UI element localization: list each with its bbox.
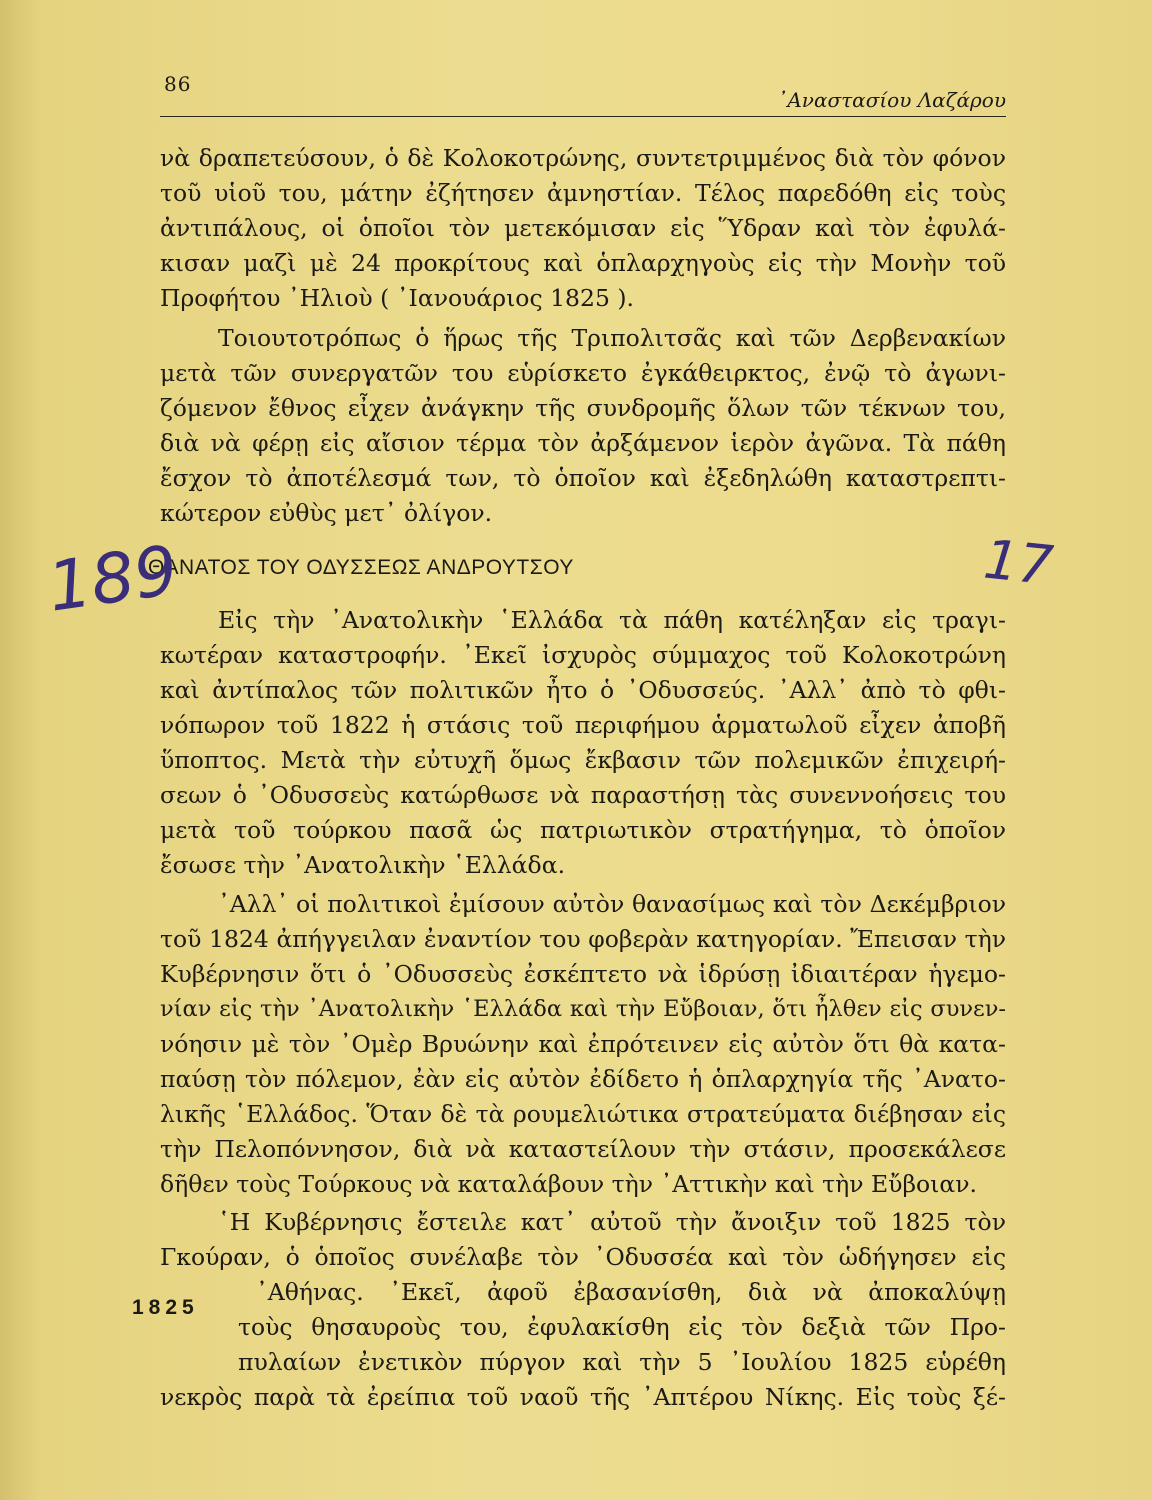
text-line: τοῦ 1824 ἀπήγγειλαν ἐναντίον του φοβερὰν κατηγορίαν. Ἔπεισαν τὴν (160, 925, 1006, 953)
text-line: ἔσχον τὸ ἀποτέλεσμά των, τὸ ὁποῖον καὶ ἐξεδηλώθη καταστρεπτι- (160, 464, 1006, 492)
text-line: κώτερον εὐθὺς μετ᾿ ὀλίγον. (160, 499, 493, 527)
text-line: καὶ ἀντίπαλος τῶν πολιτικῶν ἦτο ὁ ᾿Οδυσσεύς. ᾿Αλλ᾿ ἀπὸ τὸ φθι- (160, 676, 1006, 704)
text-line: ζόμενον ἔθνος εἶχεν ἀνάγκην τῆς συνδρομῆς ὅλων τῶν τέκνων του, (160, 394, 1006, 422)
text-line: Προφήτου ᾿Ηλιοὺ ( ᾿Ιανουάριος 1825 ). (160, 284, 635, 312)
text-line: Τοιουτοτρόπως ὁ ἥρως τῆς Τριπολιτσᾶς καὶ τῶν Δερβενακίων (218, 324, 1006, 352)
text-line: Εἰς τὴν ᾿Ανατολικὴν ῾Ελλάδα τὰ πάθη κατέληξαν εἰς τραγι- (218, 606, 1006, 634)
text-line: ῾Η Κυβέρνησις ἔστειλε κατ᾿ αὐτοῦ τὴν ἄνοιξιν τοῦ 1825 τὸν (218, 1208, 1006, 1236)
text-line: ᾿Αλλ᾿ οἱ πολιτικοὶ ἐμίσουν αὐτὸν θανασίμως καὶ τὸν Δεκέμβριον (218, 890, 1006, 918)
text-line: σεων ὁ ᾿Οδυσσεὺς κατώρθωσε νὰ παραστήσῃ τὰς συνεννοήσεις του (160, 781, 1006, 809)
handwritten-annotation-left: 189 (43, 531, 183, 628)
text-line: τοὺς θησαυροὺς του, ἐφυλακίσθη εἰς τὸν δεξιὰ τῶν Προ- (238, 1313, 1006, 1341)
text-line: μετὰ τοῦ τούρκου πασᾶ ὡς πατριωτικὸν στρατήγημα, τὸ ὁποῖον (160, 816, 1006, 844)
text-line: Γκούραν, ὁ ὁποῖος συνέλαβε τὸν ᾿Οδυσσέα καὶ τὸν ὡδήγησεν εἰς (160, 1243, 1006, 1271)
text-line: νόπωρον τοῦ 1822 ἡ στάσις τοῦ περιφήμου ἁρματωλοῦ εἶχεν ἀποβῆ (160, 711, 1006, 739)
text-line: παύσῃ τὸν πόλεμον, ἐὰν εἰς αὐτὸν ἐδίδετο ἡ ὁπλαρχηγία τῆς ᾿Ανατο- (160, 1065, 1006, 1093)
text-line: λικῆς ῾Ελλάδος. Ὅταν δὲ τὰ ρουμελιώτικα στρατεύματα διέβησαν εἰς (160, 1100, 1006, 1128)
running-title: ᾿Αναστασίου Λαζάρου (777, 88, 1006, 112)
text-line: νὰ δραπετεύσουν, ὁ δὲ Κολοκοτρώνης, συντετριμμένος διὰ τὸν φόνον (160, 144, 1006, 172)
section-heading: ΘΑΝΑΤΟΣ ΤΟΥ ΟΔΥΣΣΕΩΣ ΑΝΔΡΟΥΤΣΟΥ (148, 556, 574, 579)
text-line: δῆθεν τοὺς Τούρκους νὰ καταλάβουν τὴν ᾿Αττικὴν καὶ τὴν Εὔβοιαν. (160, 1170, 978, 1198)
text-line: τὴν Πελοπόννησον, διὰ νὰ καταστείλουν τὴν στάσιν, προσεκάλεσε (160, 1135, 1006, 1163)
page-gutter-shadow (0, 0, 40, 1500)
text-line: κωτέραν καταστροφήν. ᾿Εκεῖ ἰσχυρὸς σύμμαχος τοῦ Κολοκοτρώνη (160, 641, 1006, 669)
text-line: μετὰ τῶν συνεργατῶν του εὑρίσκετο ἐγκάθειρκτος, ἐνῷ τὸ ἀγωνι- (160, 359, 1006, 387)
text-line: νίαν εἰς τὴν ᾿Ανατολικὴν ῾Ελλάδα καὶ τὴν Εὔβοιαν, ὅτι ἦλθεν εἰς συνεν- (160, 996, 1006, 1022)
text-line: ἔσωσε τὴν ᾿Ανατολικὴν ῾Ελλάδα. (160, 851, 566, 879)
text-line: ὕποπτος. Μετὰ τὴν εὐτυχῆ ὅμως ἔκβασιν τῶν πολεμικῶν ἐπιχειρή- (160, 746, 1006, 774)
text-line: τοῦ υἱοῦ του, μάτην ἐζήτησεν ἀμνηστίαν. Τέλος παρεδόθη εἰς τοὺς (160, 179, 1006, 207)
text-line: κισαν μαζὶ μὲ 24 προκρίτους καὶ ὁπλαρχηγοὺς εἰς τὴν Μονὴν τοῦ (160, 249, 1006, 277)
text-line: νόησιν μὲ τὸν ᾿Ομὲρ Βρυώνην καὶ ἐπρότεινεν εἰς αὐτὸν ὅτι θὰ κατα- (160, 1030, 1006, 1058)
text-line: νεκρὸς παρὰ τὰ ἐρείπια τοῦ ναοῦ τῆς ᾿Απτέρου Νίκης. Εἰς τοὺς ξέ- (160, 1383, 1006, 1411)
text-line: διὰ νὰ φέρῃ εἰς αἴσιον τέρμα τὸν ἀρξάμενον ἱερὸν ἀγῶνα. Τὰ πάθη (160, 429, 1006, 457)
header-rule (160, 116, 1006, 117)
text-line: ἀντιπάλους, οἱ ὁποῖοι τὸν μετεκόμισαν εἰς Ὕδραν καὶ τὸν ἐφυλά- (160, 214, 1006, 242)
text-line: Κυβέρνησιν ὅτι ὁ ᾿Οδυσσεὺς ἐσκέπτετο νὰ ἱδρύσῃ ἰδιαιτέραν ἡγεμο- (160, 960, 1006, 988)
margin-year-note: 1825 (132, 1296, 199, 1319)
text-line: ᾿Αθήνας. ᾿Εκεῖ, ἀφοῦ ἐβασανίσθη, διὰ νὰ ἀποκαλύψῃ (256, 1278, 1006, 1306)
text-line: πυλαίων ἐνετικὸν πύργον καὶ τὴν 5 ᾿Ιουλίου 1825 εὑρέθη (238, 1348, 1006, 1376)
page-number: 86 (164, 72, 192, 96)
handwritten-annotation-right: 17 (980, 527, 1056, 598)
